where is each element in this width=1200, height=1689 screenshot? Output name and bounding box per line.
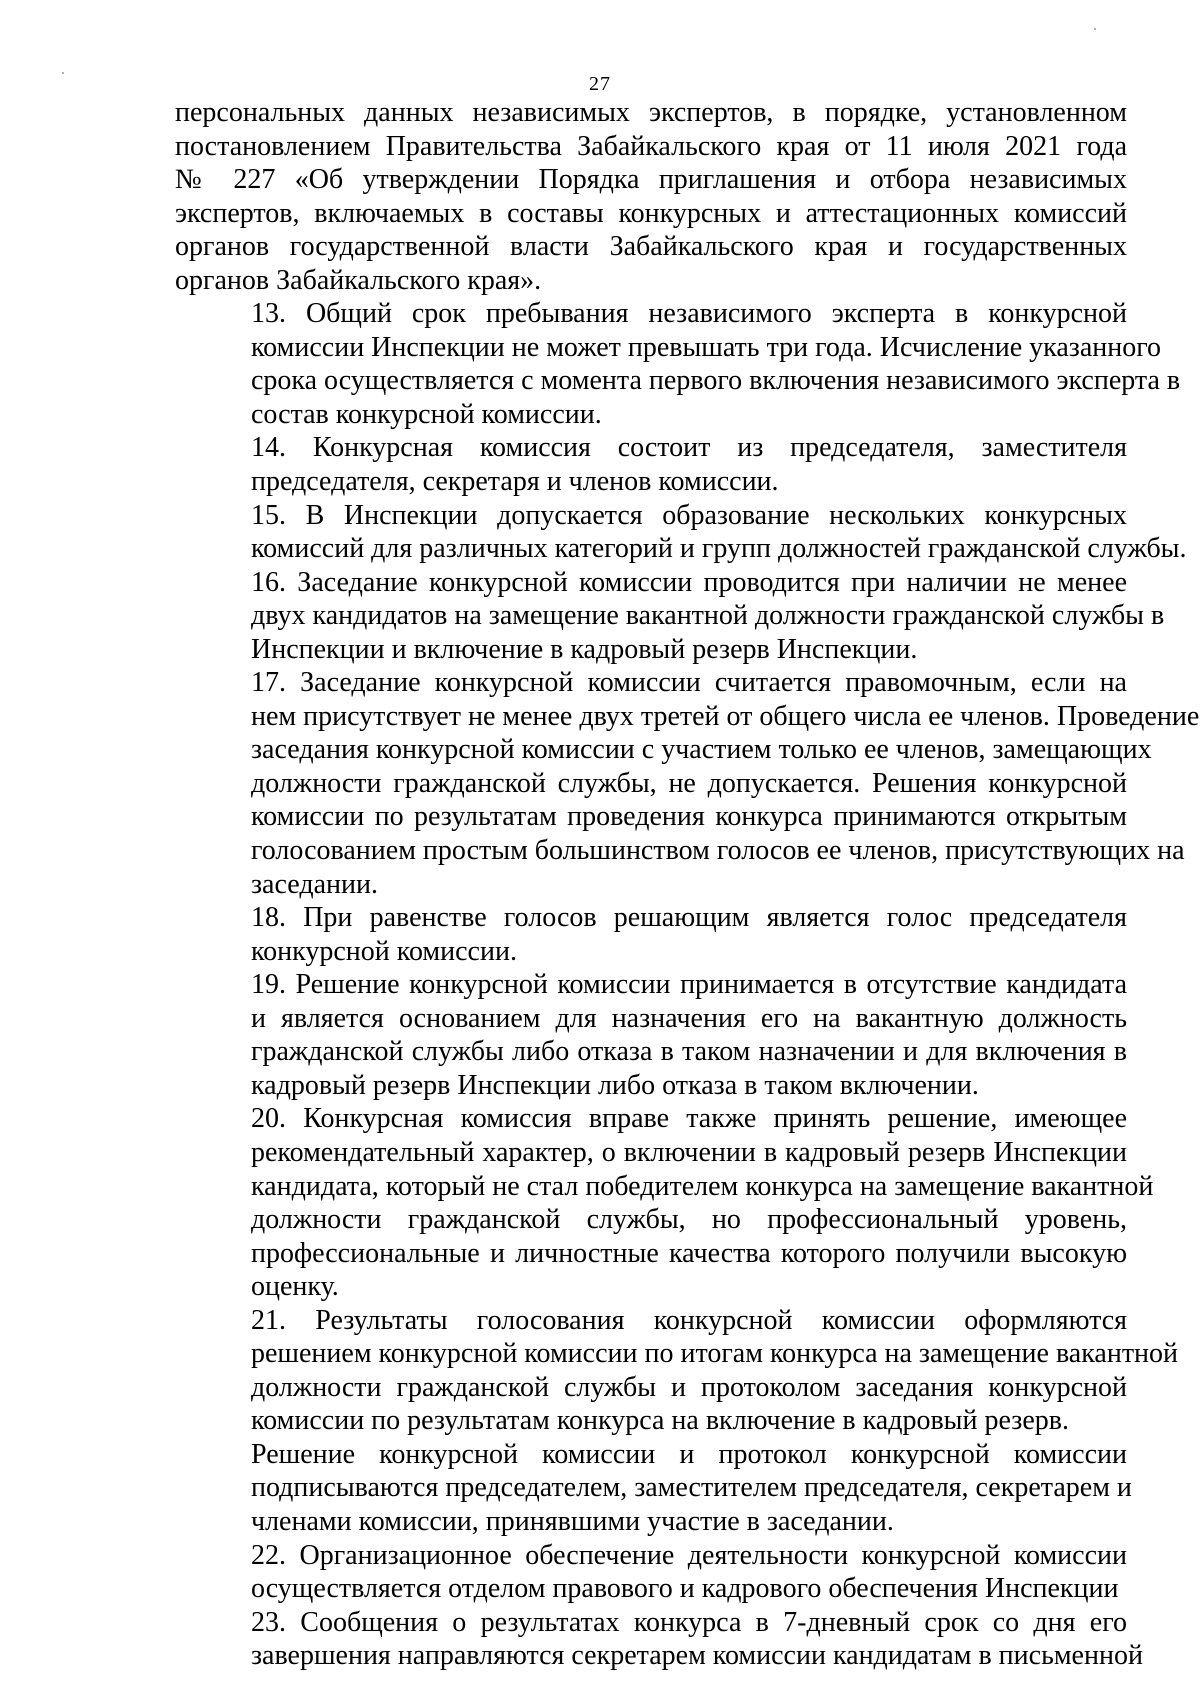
text-line: 16. Заседание конкурсной комиссии проводится при наличии не менее xyxy=(251,566,1127,598)
text-line: должности гражданской службы и протоколом заседания конкурсной xyxy=(251,1371,1127,1403)
paragraph xyxy=(175,666,1200,901)
text-line: 14. Конкурсная комиссия состоит из председателя, заместителя xyxy=(251,432,1127,464)
text-line: состав конкурсной комиссии. xyxy=(251,398,602,430)
paragraph xyxy=(175,1539,1127,1606)
paragraph xyxy=(175,96,1127,297)
paragraph xyxy=(175,968,1127,1102)
paragraph xyxy=(175,901,1127,968)
text-line: комиссии по результатам проведения конкурса принимаются открытым xyxy=(251,801,1127,833)
text-line: 20. Конкурсная комиссия вправе также принять решение, имеющее xyxy=(251,1103,1127,1135)
text-line: персональных данных независимых экспертов, в порядке, установленном xyxy=(175,97,1127,128)
text-line: комиссий для различных категорий и групп должностей гражданской службы. xyxy=(251,533,1187,565)
text-line: председателя, секретаря и членов комиссии. xyxy=(251,466,779,498)
text-line: кадровый резерв Инспекции либо отказа в таком включении. xyxy=(251,1069,979,1101)
paragraph xyxy=(175,431,1127,498)
text-line: оценку. xyxy=(251,1271,339,1303)
text-line: членами комиссии, принявшими участие в заседании. xyxy=(251,1505,894,1537)
text-line: 19. Решение конкурсной комиссии принимается в отсутствие кандидата xyxy=(251,969,1127,1001)
paragraph xyxy=(175,1438,1132,1539)
paragraph xyxy=(175,1304,1179,1438)
page-number: 27 xyxy=(589,73,611,95)
text-line: 15. В Инспекции допускается образование нескольких конкурсных xyxy=(251,499,1127,531)
text-line: постановлением Правительства Забайкальского края от 11 июля 2021 года xyxy=(175,130,1127,162)
text-line: подписываются председателем, заместителем председателя, секретарем и xyxy=(251,1472,1132,1504)
text-line: 22. Организационное обеспечение деятельности конкурсной комиссии xyxy=(251,1539,1127,1571)
scan-dust-mark xyxy=(1094,28,1096,30)
text-line: профессиональные и личностные качества которого получили высокую xyxy=(251,1237,1127,1269)
text-line: должности гражданской службы, не допускается. Решения конкурсной xyxy=(251,767,1127,799)
text-line: срока осуществляется с момента первого включения независимого эксперта в xyxy=(251,365,1181,397)
paragraph xyxy=(175,499,1187,566)
text-line: гражданской службы либо отказа в таком назначении и для включения в xyxy=(251,1036,1127,1068)
text-line: комиссии по результатам конкурса на включение в кадровый резерв. xyxy=(251,1405,1069,1437)
text-line: № 227 «Об утверждении Порядка приглашения и отбора независимых xyxy=(175,164,1127,196)
text-line: 13. Общий срок пребывания независимого эксперта в конкурсной xyxy=(251,298,1127,330)
paragraph xyxy=(175,1606,1143,1673)
text-line: 21. Результаты голосования конкурсной комиссии оформляются xyxy=(251,1304,1127,1336)
text-line: заседания конкурсной комиссии с участием только ее членов, замещающих xyxy=(251,734,1152,766)
text-line: 17. Заседание конкурсной комиссии считается правомочным, если на xyxy=(251,667,1127,699)
text-line: Решение конкурсной комиссии и протокол конкурсной комиссии xyxy=(251,1438,1127,1470)
text-line: нем присутствует не менее двух третей от общего числа ее членов. Проведение xyxy=(251,700,1200,732)
paragraph xyxy=(175,566,1165,667)
text-line: и является основанием для назначения его на вакантную должность xyxy=(251,1002,1127,1034)
text-line: осуществляется отделом правового и кадрового обеспечения Инспекции xyxy=(251,1573,1119,1605)
text-line: органов Забайкальского края». xyxy=(175,264,542,296)
text-line: конкурсной комиссии. xyxy=(251,935,517,967)
text-line: двух кандидатов на замещение вакантной должности гражданской службы в xyxy=(251,600,1165,632)
text-line: 18. При равенстве голосов решающим является голос председателя xyxy=(251,902,1127,934)
text-line: экспертов, включаемых в составы конкурсных и аттестационных комиссий xyxy=(175,197,1127,229)
text-line: должности гражданской службы, но профессиональный уровень, xyxy=(251,1204,1127,1236)
text-line: 23. Сообщения о результатах конкурса в 7-дневный срок со дня его xyxy=(251,1606,1127,1638)
text-line: рекомендательный характер, о включении в кадровый резерв Инспекции xyxy=(251,1136,1127,1168)
paragraph xyxy=(175,1102,1154,1303)
text-line: решением конкурсной комиссии по итогам конкурса на замещение вакантной xyxy=(251,1338,1179,1370)
text-line: кандидата, который не стал победителем конкурса на замещение вакантной xyxy=(251,1170,1154,1202)
text-line: голосованием простым большинством голосов ее членов, присутствующих на xyxy=(251,835,1185,867)
text-line: Инспекции и включение в кадровый резерв Инспекции. xyxy=(251,633,918,665)
paragraph xyxy=(175,297,1181,431)
text-line: завершения направляются секретарем комиссии кандидатам в письменной xyxy=(251,1640,1143,1672)
text-line: органов государственной власти Забайкальского края и государственных xyxy=(175,231,1127,263)
text-line: заседании. xyxy=(251,868,378,900)
document-body xyxy=(175,96,1200,1673)
text-line: комиссии Инспекции не может превышать три года. Исчисление указанного xyxy=(251,331,1162,363)
